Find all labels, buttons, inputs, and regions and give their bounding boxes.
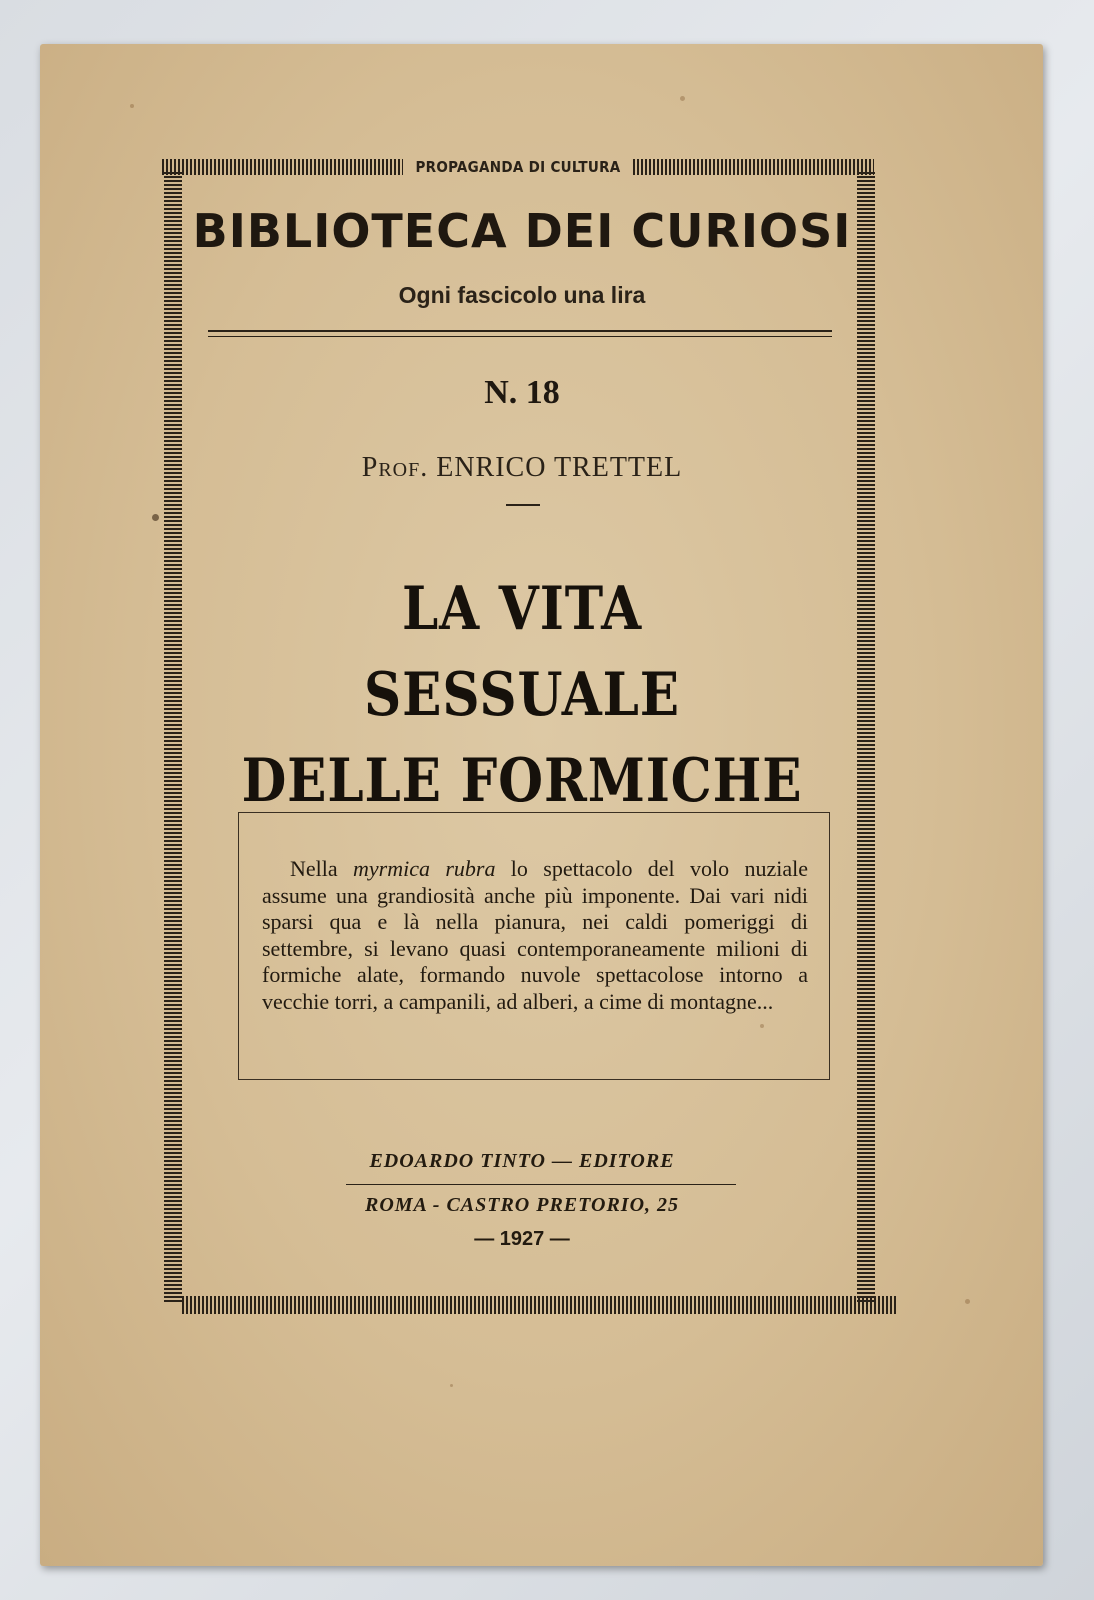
frame-hatching	[633, 159, 874, 175]
double-rule-divider	[208, 330, 832, 337]
excerpt-lead: Nella	[290, 856, 353, 881]
paper-stain	[965, 1299, 970, 1304]
publisher-address: ROMA - CASTRO PRETORIO, 25	[364, 1194, 680, 1216]
paper-stain	[152, 514, 159, 521]
excerpt-body: lo spettacolo del volo nuziale assume una grandiosità anche più imponente. Dai vari nidi sparsi qua e là nella pianura, nei caldi pomeriggi di settembre, si levano quasi contemporaneamente milioni di formiche alate, formando nuvole spettacolose intorno a vecchie torri, a campanili, ad alberi, a cime di montagne...	[262, 856, 808, 1014]
banner-label: PROPAGANDA DI CULTURA	[415, 158, 621, 176]
issue-number: N. 18	[484, 374, 560, 411]
book-title-line-1: LA VITA SESSUALE	[364, 574, 680, 730]
series-tagline: Ogni fascicolo una lira	[398, 282, 646, 308]
frame-right-border	[857, 172, 875, 1302]
author-prefix: Prof.	[361, 452, 429, 483]
publisher-line: EDOARDO TINTO — EDITORE	[369, 1150, 675, 1172]
frame-bottom-border	[182, 1296, 898, 1314]
book-title	[238, 566, 806, 824]
excerpt-species: myrmica rubra	[353, 856, 496, 881]
frame-top-border	[162, 157, 874, 177]
paper-stain	[680, 96, 685, 101]
paper-stain	[450, 1384, 453, 1387]
series-title: BIBLIOTECA DEI CURIOSI	[192, 204, 852, 258]
paper-stain	[130, 104, 134, 108]
book-title-line-2: DELLE FORMICHE	[241, 746, 803, 816]
imprint-rule	[346, 1184, 736, 1185]
short-dash-divider	[506, 504, 540, 506]
author-name: ENRICO TRETTEL	[436, 452, 683, 483]
publication-year: — 1927 —	[474, 1228, 570, 1250]
excerpt-text	[262, 856, 808, 1015]
frame-left-border	[164, 172, 182, 1302]
frame-hatching	[162, 159, 403, 175]
booklet-cover	[40, 44, 1043, 1566]
author-line	[192, 452, 852, 484]
